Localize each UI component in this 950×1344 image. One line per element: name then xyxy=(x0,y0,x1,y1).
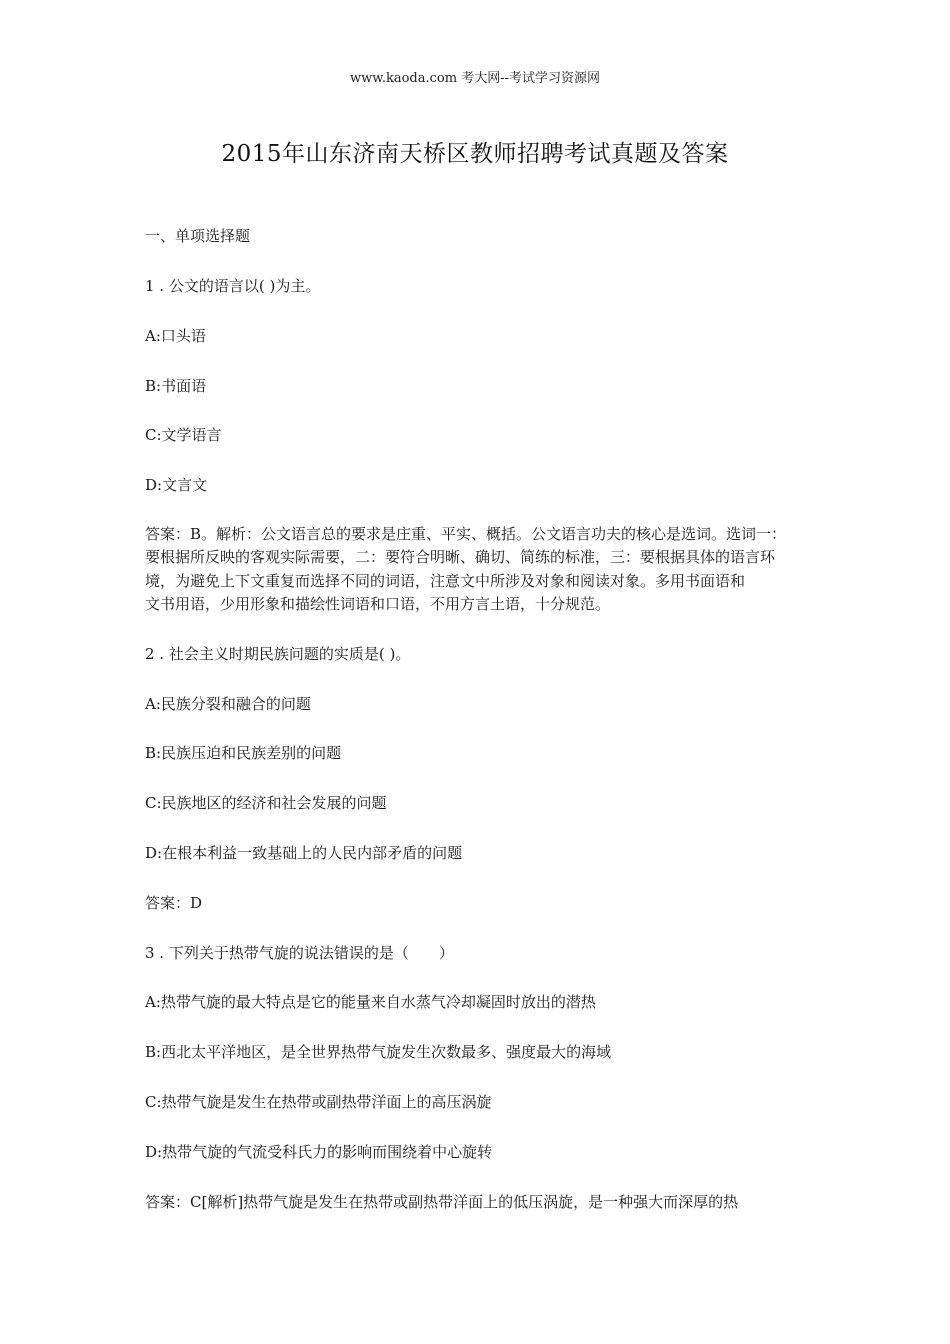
question-2-option-a: A:民族分裂和融合的问题 xyxy=(145,694,311,713)
question-1-option-c: C:文学语言 xyxy=(145,426,222,445)
document-body xyxy=(145,224,810,1239)
section-heading: 一、单项选择题 xyxy=(145,227,251,245)
answer-line: 境，为避免上下文重复而选择不同的词语，注意文中所涉及对象和阅读对象。多用书面语和 xyxy=(145,571,746,590)
question-1-option-b: B:书面语 xyxy=(145,376,207,395)
question-3-stem: 3 . 下列关于热带气旋的说法错误的是（ ） xyxy=(145,943,454,962)
question-2-answer: 答案：D xyxy=(145,893,203,912)
question-3-answer: 答案：C[解析]热带气旋是发生在热带或副热带洋面上的低压涡旋，是一种强大而深厚的热 xyxy=(145,1192,739,1211)
question-2-option-b: B:民族压迫和民族差别的问题 xyxy=(145,744,342,763)
question-3-option-a: A:热带气旋的最大特点是它的能量来自水蒸气冷却凝固时放出的潜热 xyxy=(145,993,596,1012)
question-1-answer xyxy=(145,523,810,617)
question-1-stem: 1 . 公文的语言以( )为主。 xyxy=(145,277,321,295)
question-1-option-a: A:口头语 xyxy=(145,326,206,345)
question-2-option-c: C:民族地区的经济和社会发展的问题 xyxy=(145,794,387,813)
question-3-option-d: D:热带气旋的气流受科氏力的影响而围绕着中心旋转 xyxy=(145,1142,493,1161)
question-3-option-c: C:热带气旋是发生在热带或副热带洋面上的高压涡旋 xyxy=(145,1092,492,1111)
answer-line: 文书用语，少用形象和描绘性词语和口语，不用方言土语，十分规范。 xyxy=(145,595,611,614)
answer-line: 要根据所反映的客观实际需要，二：要符合明晰、确切、简练的标准，三：要根据具体的语言环 xyxy=(145,548,776,567)
document-title: 2015年山东济南天桥区教师招聘考试真题及答案 xyxy=(221,141,729,167)
question-2-option-d: D:在根本利益一致基础上的人民内部矛盾的问题 xyxy=(145,843,463,862)
question-3-option-b: B:西北太平洋地区，是全世界热带气旋发生次数最多、强度最大的海域 xyxy=(145,1043,612,1062)
answer-line: 答案：B。解析：公文语言总的要求是庄重、平实、概括。公文语言功夫的核心是选词。选词一： xyxy=(145,524,787,543)
site-header: www.kaoda.com 考大网--考试学习资源网 xyxy=(350,71,600,86)
question-2-stem: 2 . 社会主义时期民族问题的实质是( )。 xyxy=(145,644,411,663)
question-1-option-d: D:文言文 xyxy=(145,476,208,495)
